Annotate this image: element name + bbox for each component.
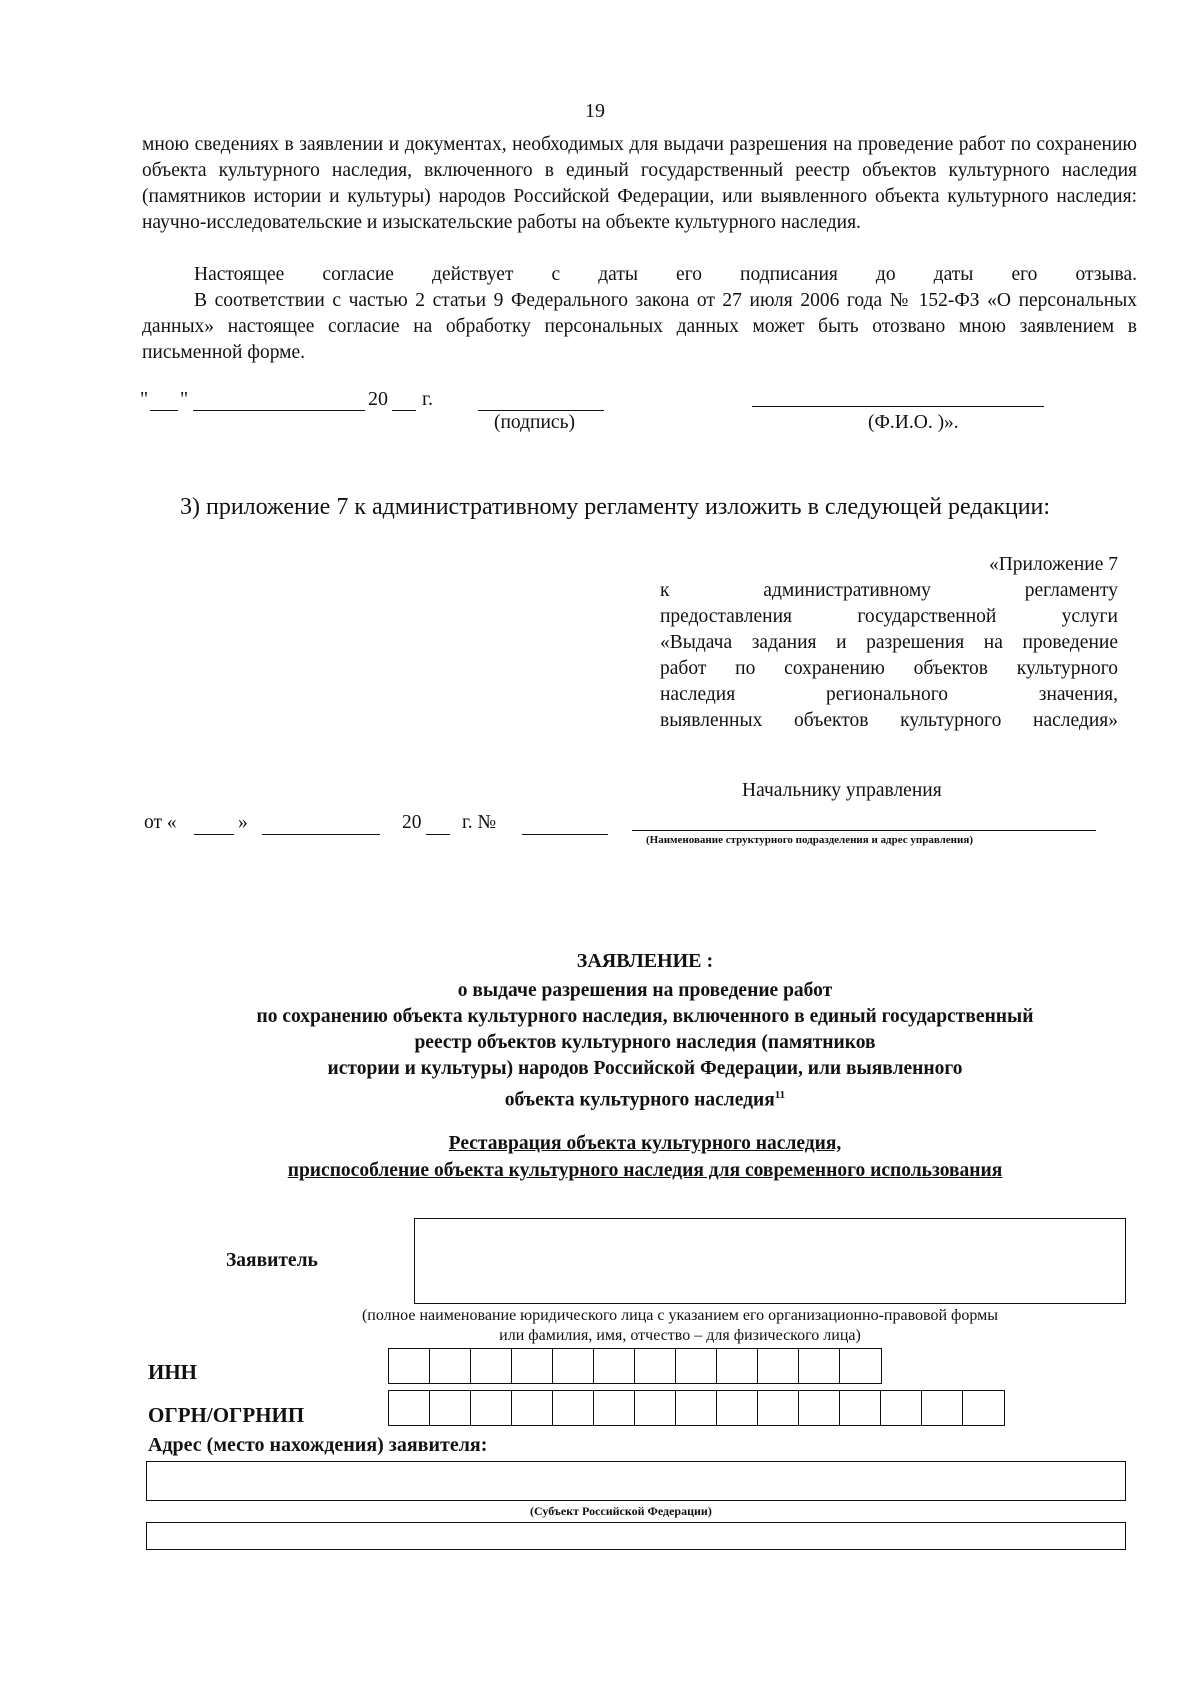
work-type-line: приспособление объекта культурного наследия для современного использования (287, 1160, 1003, 1181)
appendix-line: предоставления государственной услуги (660, 606, 1118, 627)
work-type-line: Реставрация объекта культурного наследия, (448, 1133, 842, 1154)
ogrn-cell[interactable] (922, 1391, 963, 1425)
ogrn-cell[interactable] (512, 1391, 553, 1425)
ogrn-cell[interactable] (553, 1391, 594, 1425)
inn-cell[interactable] (471, 1349, 512, 1383)
inn-label: ИНН (148, 1360, 198, 1384)
inn-cell[interactable] (799, 1349, 840, 1383)
intro-paragraph: мною сведениях в заявлении и документах, необходимых для выдачи разрешения на проведение работ по сохранению объекта культурного наследия, включенного в единый государственный реестр объектов культурного наследия (памятников истории и культуры) народов Российской Федерации, или выявленного объекта культурного наследия: научно-исследовательские и изыскательские работы на объекте культурного наследия. (142, 134, 1137, 233)
year-prefix: 20 (368, 388, 388, 410)
ogrn-cell[interactable] (389, 1391, 430, 1425)
ogrn-cell[interactable] (758, 1391, 799, 1425)
region-field[interactable] (146, 1461, 1126, 1501)
ogrn-cell[interactable] (471, 1391, 512, 1425)
inn-cell[interactable] (553, 1349, 594, 1383)
region-caption: (Субъект Российской Федерации) (530, 1504, 712, 1518)
ogrn-cell[interactable] (635, 1391, 676, 1425)
date-close-quote: » (238, 812, 248, 833)
inn-cell[interactable] (840, 1349, 881, 1383)
statement-subtitle-line: о выдаче разрешения на проведение работ (457, 980, 833, 1001)
inn-cell[interactable] (430, 1349, 471, 1383)
inn-cell[interactable] (717, 1349, 758, 1383)
work-type (0, 1130, 1200, 1184)
footnote-mark: 11 (774, 1089, 786, 1101)
number-label: г. № (462, 812, 497, 833)
statement-subtitle-line: объекта культурного наследия (504, 1089, 775, 1111)
ogrn-cell[interactable] (676, 1391, 717, 1425)
fio-line (752, 406, 1044, 407)
date-from: от « (144, 812, 177, 833)
fio-caption: (Ф.И.О. )». (868, 412, 959, 433)
ogrn-cell[interactable] (594, 1391, 635, 1425)
appendix-line: выявленных объектов культурного наследия» (660, 710, 1118, 731)
page-number: 19 (585, 100, 605, 122)
applicant-field[interactable] (414, 1218, 1126, 1304)
appendix-title: «Приложение 7 (988, 554, 1118, 575)
applicant-label: Заявитель (226, 1250, 318, 1271)
validity-line: Настоящее согласие действует с даты его подписания до даты его отзыва. (194, 264, 1137, 285)
month-line (193, 410, 365, 411)
ogrn-cell[interactable] (840, 1391, 881, 1425)
statement-subtitle-line: по сохранению объекта культурного наследия, включенного в единый государственный (256, 1006, 1034, 1027)
appendix-line: «Выдача задания и разрешения на проведение (660, 632, 1118, 653)
signature-line (478, 410, 604, 411)
inn-cell[interactable] (676, 1349, 717, 1383)
date-quote-open: " (140, 388, 149, 410)
ogrn-field[interactable] (388, 1390, 1005, 1426)
inn-field[interactable] (388, 1348, 882, 1384)
addressee-caption: (Наименование структурного подразделения и адрес управления) (646, 834, 973, 846)
ogrn-cell[interactable] (717, 1391, 758, 1425)
appendix-line: работ по сохранению объектов культурного (660, 658, 1118, 679)
appendix-line: наследия регионального значения, (660, 684, 1118, 705)
year-suffix: г. (422, 388, 433, 410)
appendix-line: к административному регламенту (660, 580, 1118, 601)
date-year: 20 (402, 812, 422, 833)
applicant-caption (220, 1306, 1140, 1346)
month-field-line[interactable] (262, 834, 380, 835)
statement-subtitle-line: реестр объектов культурного наследия (памятников (414, 1032, 876, 1053)
statement-subtitle-line: истории и культуры) народов Российской Федерации, или выявленного (327, 1058, 963, 1079)
appendix-block (660, 552, 1118, 734)
revocation-paragraph: В соответствии с частью 2 статьи 9 Федерального закона от 27 июля 2006 года № 152-ФЗ «О персональных данных» настоящее согласие на обработку персональных данных может быть отозвано мною заявлением в письменной форме. (142, 290, 1137, 363)
address-label: Адрес (место нахождения) заявителя: (148, 1434, 488, 1456)
number-field-line[interactable] (522, 834, 608, 835)
statement-subtitle (0, 978, 1200, 1114)
inn-cell[interactable] (389, 1349, 430, 1383)
ogrn-cell[interactable] (799, 1391, 840, 1425)
amendment-heading: 3) приложение 7 к административному регламенту изложить в следующей редакции: (180, 494, 1051, 520)
signature-caption: (подпись) (494, 412, 575, 433)
ogrn-label: ОГРН/ОГРНИП (148, 1403, 305, 1427)
inn-cell[interactable] (635, 1349, 676, 1383)
statement-title: ЗАЯВЛЕНИЕ : (576, 950, 714, 972)
ogrn-cell[interactable] (881, 1391, 922, 1425)
day-field-line[interactable] (194, 834, 234, 835)
year-line (392, 410, 416, 411)
inn-cell[interactable] (758, 1349, 799, 1383)
applicant-caption-line: или фамилия, имя, отчество – для физического лица) (499, 1327, 861, 1344)
inn-cell[interactable] (594, 1349, 635, 1383)
day-line (150, 410, 178, 411)
ogrn-cell[interactable] (963, 1391, 1004, 1425)
address-field[interactable] (146, 1522, 1126, 1550)
year-field-line[interactable] (426, 834, 450, 835)
inn-cell[interactable] (512, 1349, 553, 1383)
date-quote-close: " (180, 388, 189, 410)
applicant-caption-line: (полное наименование юридического лица с указанием его организационно-правовой формы (361, 1307, 999, 1324)
addressee-label: Начальнику управления (742, 780, 942, 801)
addressee-field-line[interactable] (632, 830, 1096, 831)
ogrn-cell[interactable] (430, 1391, 471, 1425)
